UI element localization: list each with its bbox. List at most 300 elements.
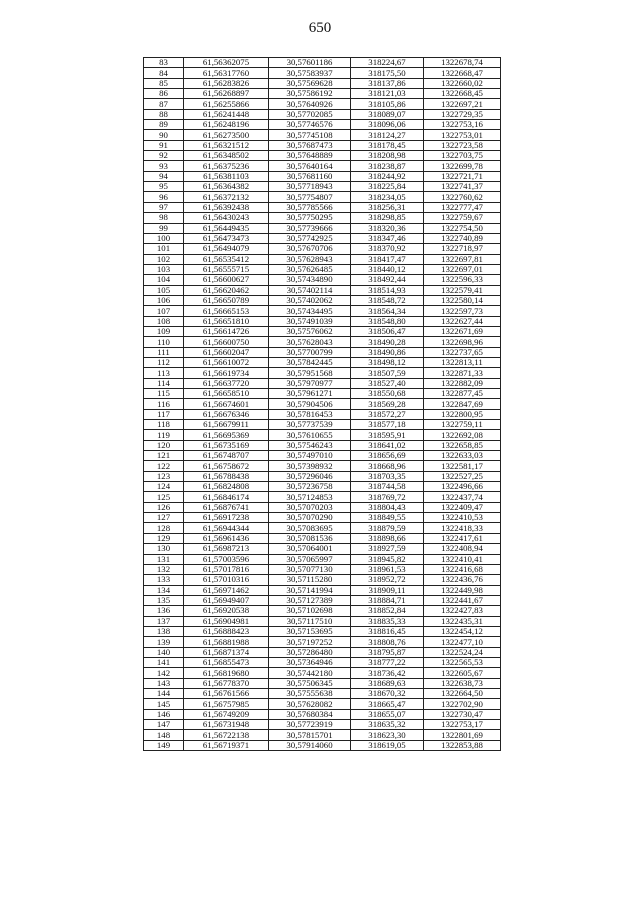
table-row bbox=[144, 78, 501, 88]
x-coordinate-cell: 318879,59 bbox=[351, 523, 424, 533]
y-coordinate-cell: 1322740,89 bbox=[424, 233, 501, 243]
table-row bbox=[144, 730, 501, 740]
y-coordinate-cell: 1322853,88 bbox=[424, 740, 501, 750]
longitude-cell: 30,57742925 bbox=[269, 233, 351, 243]
table-row bbox=[144, 513, 501, 523]
table-row bbox=[144, 120, 501, 130]
y-coordinate-cell: 1322721,71 bbox=[424, 171, 501, 181]
x-coordinate-cell: 318655,07 bbox=[351, 709, 424, 719]
y-coordinate-cell: 1322759,67 bbox=[424, 213, 501, 223]
y-coordinate-cell: 1322668,47 bbox=[424, 68, 501, 78]
x-coordinate-cell: 318572,27 bbox=[351, 409, 424, 419]
point-number-cell: 109 bbox=[144, 326, 184, 336]
point-number-cell: 118 bbox=[144, 420, 184, 430]
point-number-cell: 112 bbox=[144, 357, 184, 367]
y-coordinate-cell: 1322698,96 bbox=[424, 337, 501, 347]
latitude-cell: 61,56876741 bbox=[184, 502, 269, 512]
longitude-cell: 30,57398932 bbox=[269, 461, 351, 471]
latitude-cell: 61,56855473 bbox=[184, 657, 269, 667]
point-number-cell: 94 bbox=[144, 171, 184, 181]
x-coordinate-cell: 318736,42 bbox=[351, 668, 424, 678]
latitude-cell: 61,56881988 bbox=[184, 637, 269, 647]
y-coordinate-cell: 1322660,02 bbox=[424, 78, 501, 88]
point-number-cell: 90 bbox=[144, 130, 184, 140]
point-number-cell: 111 bbox=[144, 347, 184, 357]
latitude-cell: 61,56364382 bbox=[184, 182, 269, 192]
latitude-cell: 61,56758672 bbox=[184, 461, 269, 471]
point-number-cell: 107 bbox=[144, 306, 184, 316]
latitude-cell: 61,57017816 bbox=[184, 564, 269, 574]
x-coordinate-cell: 318898,66 bbox=[351, 533, 424, 543]
longitude-cell: 30,57583937 bbox=[269, 68, 351, 78]
point-number-cell: 122 bbox=[144, 461, 184, 471]
x-coordinate-cell: 318498,12 bbox=[351, 357, 424, 367]
y-coordinate-cell: 1322565,53 bbox=[424, 657, 501, 667]
y-coordinate-cell: 1322800,95 bbox=[424, 409, 501, 419]
longitude-cell: 30,57070290 bbox=[269, 513, 351, 523]
longitude-cell: 30,57680384 bbox=[269, 709, 351, 719]
latitude-cell: 61,56971462 bbox=[184, 585, 269, 595]
y-coordinate-cell: 1322813,11 bbox=[424, 357, 501, 367]
y-coordinate-cell: 1322658,85 bbox=[424, 440, 501, 450]
latitude-cell: 61,56748707 bbox=[184, 451, 269, 461]
point-number-cell: 120 bbox=[144, 440, 184, 450]
longitude-cell: 30,57914060 bbox=[269, 740, 351, 750]
x-coordinate-cell: 318178,45 bbox=[351, 140, 424, 150]
point-number-cell: 121 bbox=[144, 451, 184, 461]
point-number-cell: 116 bbox=[144, 399, 184, 409]
y-coordinate-cell: 1322427,83 bbox=[424, 606, 501, 616]
y-coordinate-cell: 1322409,47 bbox=[424, 502, 501, 512]
point-number-cell: 119 bbox=[144, 430, 184, 440]
table-row bbox=[144, 89, 501, 99]
latitude-cell: 61,56255866 bbox=[184, 99, 269, 109]
latitude-cell: 61,56665153 bbox=[184, 306, 269, 316]
x-coordinate-cell: 318909,11 bbox=[351, 585, 424, 595]
y-coordinate-cell: 1322527,25 bbox=[424, 471, 501, 481]
x-coordinate-cell: 318564,34 bbox=[351, 306, 424, 316]
x-coordinate-cell: 318096,06 bbox=[351, 120, 424, 130]
x-coordinate-cell: 318440,12 bbox=[351, 264, 424, 274]
longitude-cell: 30,57687473 bbox=[269, 140, 351, 150]
longitude-cell: 30,57141994 bbox=[269, 585, 351, 595]
x-coordinate-cell: 318137,86 bbox=[351, 78, 424, 88]
x-coordinate-cell: 318121,03 bbox=[351, 89, 424, 99]
latitude-cell: 61,56846174 bbox=[184, 492, 269, 502]
point-number-cell: 129 bbox=[144, 533, 184, 543]
table-row bbox=[144, 595, 501, 605]
point-number-cell: 103 bbox=[144, 264, 184, 274]
latitude-cell: 61,56679911 bbox=[184, 420, 269, 430]
point-number-cell: 134 bbox=[144, 585, 184, 595]
x-coordinate-cell: 318417,47 bbox=[351, 254, 424, 264]
table-row bbox=[144, 151, 501, 161]
y-coordinate-cell: 1322699,78 bbox=[424, 161, 501, 171]
y-coordinate-cell: 1322737,65 bbox=[424, 347, 501, 357]
y-coordinate-cell: 1322436,76 bbox=[424, 575, 501, 585]
table-row bbox=[144, 709, 501, 719]
table-row bbox=[144, 502, 501, 512]
latitude-cell: 61,57003596 bbox=[184, 554, 269, 564]
longitude-cell: 30,57434890 bbox=[269, 275, 351, 285]
table-row bbox=[144, 720, 501, 730]
table-row bbox=[144, 699, 501, 709]
table-row bbox=[144, 420, 501, 430]
longitude-cell: 30,57434495 bbox=[269, 306, 351, 316]
longitude-cell: 30,57102698 bbox=[269, 606, 351, 616]
latitude-cell: 61,56917238 bbox=[184, 513, 269, 523]
y-coordinate-cell: 1322718,97 bbox=[424, 244, 501, 254]
x-coordinate-cell: 318769,72 bbox=[351, 492, 424, 502]
y-coordinate-cell: 1322877,45 bbox=[424, 389, 501, 399]
y-coordinate-cell: 1322753,01 bbox=[424, 130, 501, 140]
longitude-cell: 30,57117510 bbox=[269, 616, 351, 626]
y-coordinate-cell: 1322638,73 bbox=[424, 678, 501, 688]
y-coordinate-cell: 1322627,44 bbox=[424, 316, 501, 326]
table-row bbox=[144, 337, 501, 347]
x-coordinate-cell: 318507,59 bbox=[351, 368, 424, 378]
y-coordinate-cell: 1322410,41 bbox=[424, 554, 501, 564]
x-coordinate-cell: 318804,43 bbox=[351, 502, 424, 512]
y-coordinate-cell: 1322579,41 bbox=[424, 285, 501, 295]
point-number-cell: 97 bbox=[144, 202, 184, 212]
x-coordinate-cell: 318370,92 bbox=[351, 244, 424, 254]
longitude-cell: 30,57754807 bbox=[269, 192, 351, 202]
point-number-cell: 84 bbox=[144, 68, 184, 78]
y-coordinate-cell: 1322759,11 bbox=[424, 420, 501, 430]
table-row bbox=[144, 326, 501, 336]
point-number-cell: 87 bbox=[144, 99, 184, 109]
y-coordinate-cell: 1322671,69 bbox=[424, 326, 501, 336]
latitude-cell: 61,56651810 bbox=[184, 316, 269, 326]
x-coordinate-cell: 318548,72 bbox=[351, 295, 424, 305]
table-row bbox=[144, 430, 501, 440]
table-row bbox=[144, 140, 501, 150]
table-row bbox=[144, 657, 501, 667]
y-coordinate-cell: 1322435,31 bbox=[424, 616, 501, 626]
x-coordinate-cell: 318777,22 bbox=[351, 657, 424, 667]
table-row bbox=[144, 264, 501, 274]
point-number-cell: 113 bbox=[144, 368, 184, 378]
y-coordinate-cell: 1322741,37 bbox=[424, 182, 501, 192]
page-number: 650 bbox=[308, 20, 332, 36]
latitude-cell: 61,56944344 bbox=[184, 523, 269, 533]
y-coordinate-cell: 1322753,17 bbox=[424, 720, 501, 730]
x-coordinate-cell: 318124,27 bbox=[351, 130, 424, 140]
point-number-cell: 108 bbox=[144, 316, 184, 326]
point-number-cell: 127 bbox=[144, 513, 184, 523]
longitude-cell: 30,57286480 bbox=[269, 647, 351, 657]
longitude-cell: 30,57842445 bbox=[269, 357, 351, 367]
latitude-cell: 61,56600627 bbox=[184, 275, 269, 285]
table-row bbox=[144, 626, 501, 636]
longitude-cell: 30,57750295 bbox=[269, 213, 351, 223]
x-coordinate-cell: 318623,30 bbox=[351, 730, 424, 740]
x-coordinate-cell: 318298,85 bbox=[351, 213, 424, 223]
longitude-cell: 30,57124853 bbox=[269, 492, 351, 502]
y-coordinate-cell: 1322882,09 bbox=[424, 378, 501, 388]
longitude-cell: 30,57064001 bbox=[269, 544, 351, 554]
point-number-cell: 88 bbox=[144, 109, 184, 119]
x-coordinate-cell: 318225,84 bbox=[351, 182, 424, 192]
y-coordinate-cell: 1322871,33 bbox=[424, 368, 501, 378]
y-coordinate-cell: 1322692,08 bbox=[424, 430, 501, 440]
point-number-cell: 132 bbox=[144, 564, 184, 574]
point-number-cell: 137 bbox=[144, 616, 184, 626]
longitude-cell: 30,57586192 bbox=[269, 89, 351, 99]
longitude-cell: 30,57640926 bbox=[269, 99, 351, 109]
x-coordinate-cell: 318577,18 bbox=[351, 420, 424, 430]
latitude-cell: 61,56248196 bbox=[184, 120, 269, 130]
longitude-cell: 30,57601186 bbox=[269, 58, 351, 68]
table-row bbox=[144, 585, 501, 595]
table-row bbox=[144, 523, 501, 533]
longitude-cell: 30,57569628 bbox=[269, 78, 351, 88]
x-coordinate-cell: 318670,32 bbox=[351, 688, 424, 698]
y-coordinate-cell: 1322477,10 bbox=[424, 637, 501, 647]
longitude-cell: 30,57546243 bbox=[269, 440, 351, 450]
table-row bbox=[144, 182, 501, 192]
x-coordinate-cell: 318548,80 bbox=[351, 316, 424, 326]
latitude-cell: 61,56871374 bbox=[184, 647, 269, 657]
table-row bbox=[144, 564, 501, 574]
longitude-cell: 30,57815701 bbox=[269, 730, 351, 740]
point-number-cell: 142 bbox=[144, 668, 184, 678]
point-number-cell: 85 bbox=[144, 78, 184, 88]
x-coordinate-cell: 318089,07 bbox=[351, 109, 424, 119]
y-coordinate-cell: 1322777,47 bbox=[424, 202, 501, 212]
table-row bbox=[144, 285, 501, 295]
longitude-cell: 30,57497010 bbox=[269, 451, 351, 461]
longitude-cell: 30,57785566 bbox=[269, 202, 351, 212]
latitude-cell: 61,56317760 bbox=[184, 68, 269, 78]
longitude-cell: 30,57723919 bbox=[269, 720, 351, 730]
x-coordinate-cell: 318952,72 bbox=[351, 575, 424, 585]
table-row bbox=[144, 409, 501, 419]
longitude-cell: 30,57083695 bbox=[269, 523, 351, 533]
latitude-cell: 61,56788438 bbox=[184, 471, 269, 481]
longitude-cell: 30,57628943 bbox=[269, 254, 351, 264]
y-coordinate-cell: 1322678,74 bbox=[424, 58, 501, 68]
latitude-cell: 61,56392438 bbox=[184, 202, 269, 212]
latitude-cell: 61,56731948 bbox=[184, 720, 269, 730]
point-number-cell: 124 bbox=[144, 482, 184, 492]
table-row bbox=[144, 606, 501, 616]
x-coordinate-cell: 318175,50 bbox=[351, 68, 424, 78]
x-coordinate-cell: 318945,82 bbox=[351, 554, 424, 564]
latitude-cell: 61,56381103 bbox=[184, 171, 269, 181]
table-row bbox=[144, 482, 501, 492]
x-coordinate-cell: 318849,55 bbox=[351, 513, 424, 523]
table-row bbox=[144, 202, 501, 212]
point-number-cell: 123 bbox=[144, 471, 184, 481]
latitude-cell: 61,56619734 bbox=[184, 368, 269, 378]
longitude-cell: 30,57115280 bbox=[269, 575, 351, 585]
x-coordinate-cell: 318490,86 bbox=[351, 347, 424, 357]
table-row bbox=[144, 451, 501, 461]
point-number-cell: 136 bbox=[144, 606, 184, 616]
y-coordinate-cell: 1322417,61 bbox=[424, 533, 501, 543]
latitude-cell: 61,56600750 bbox=[184, 337, 269, 347]
table-row bbox=[144, 213, 501, 223]
y-coordinate-cell: 1322581,17 bbox=[424, 461, 501, 471]
point-number-cell: 128 bbox=[144, 523, 184, 533]
point-number-cell: 89 bbox=[144, 120, 184, 130]
latitude-cell: 61,56348502 bbox=[184, 151, 269, 161]
x-coordinate-cell: 318550,68 bbox=[351, 389, 424, 399]
x-coordinate-cell: 318105,86 bbox=[351, 99, 424, 109]
latitude-cell: 61,56473473 bbox=[184, 233, 269, 243]
point-number-cell: 126 bbox=[144, 502, 184, 512]
table-row bbox=[144, 637, 501, 647]
longitude-cell: 30,57070203 bbox=[269, 502, 351, 512]
point-number-cell: 141 bbox=[144, 657, 184, 667]
longitude-cell: 30,57081536 bbox=[269, 533, 351, 543]
x-coordinate-cell: 318689,63 bbox=[351, 678, 424, 688]
point-number-cell: 98 bbox=[144, 213, 184, 223]
point-number-cell: 138 bbox=[144, 626, 184, 636]
longitude-cell: 30,57628082 bbox=[269, 699, 351, 709]
table-row bbox=[144, 471, 501, 481]
point-number-cell: 114 bbox=[144, 378, 184, 388]
coordinates-table-body bbox=[144, 58, 501, 751]
latitude-cell: 61,56676346 bbox=[184, 409, 269, 419]
table-row bbox=[144, 357, 501, 367]
latitude-cell: 61,56888423 bbox=[184, 626, 269, 636]
y-coordinate-cell: 1322753,16 bbox=[424, 120, 501, 130]
y-coordinate-cell: 1322418,33 bbox=[424, 523, 501, 533]
latitude-cell: 61,56268897 bbox=[184, 89, 269, 99]
table-row bbox=[144, 440, 501, 450]
longitude-cell: 30,57904506 bbox=[269, 399, 351, 409]
x-coordinate-cell: 318224,67 bbox=[351, 58, 424, 68]
latitude-cell: 61,56987213 bbox=[184, 544, 269, 554]
x-coordinate-cell: 318619,05 bbox=[351, 740, 424, 750]
longitude-cell: 30,57236758 bbox=[269, 482, 351, 492]
table-row bbox=[144, 678, 501, 688]
latitude-cell: 61,56819680 bbox=[184, 668, 269, 678]
point-number-cell: 148 bbox=[144, 730, 184, 740]
table-row bbox=[144, 275, 501, 285]
y-coordinate-cell: 1322605,67 bbox=[424, 668, 501, 678]
x-coordinate-cell: 318808,76 bbox=[351, 637, 424, 647]
point-number-cell: 92 bbox=[144, 151, 184, 161]
longitude-cell: 30,57648889 bbox=[269, 151, 351, 161]
point-number-cell: 115 bbox=[144, 389, 184, 399]
coordinates-table bbox=[143, 57, 501, 751]
y-coordinate-cell: 1322697,21 bbox=[424, 99, 501, 109]
y-coordinate-cell: 1322697,01 bbox=[424, 264, 501, 274]
table-row bbox=[144, 109, 501, 119]
latitude-cell: 61,56761566 bbox=[184, 688, 269, 698]
table-row bbox=[144, 192, 501, 202]
longitude-cell: 30,57670706 bbox=[269, 244, 351, 254]
y-coordinate-cell: 1322801,69 bbox=[424, 730, 501, 740]
latitude-cell: 61,56610072 bbox=[184, 357, 269, 367]
latitude-cell: 61,56722138 bbox=[184, 730, 269, 740]
x-coordinate-cell: 318514,93 bbox=[351, 285, 424, 295]
x-coordinate-cell: 318527,40 bbox=[351, 378, 424, 388]
latitude-cell: 61,56778370 bbox=[184, 678, 269, 688]
point-number-cell: 102 bbox=[144, 254, 184, 264]
table-row bbox=[144, 171, 501, 181]
x-coordinate-cell: 318492,44 bbox=[351, 275, 424, 285]
point-number-cell: 95 bbox=[144, 182, 184, 192]
y-coordinate-cell: 1322437,74 bbox=[424, 492, 501, 502]
longitude-cell: 30,57296046 bbox=[269, 471, 351, 481]
table-row bbox=[144, 461, 501, 471]
latitude-cell: 61,56904981 bbox=[184, 616, 269, 626]
latitude-cell: 61,56535412 bbox=[184, 254, 269, 264]
longitude-cell: 30,57951568 bbox=[269, 368, 351, 378]
x-coordinate-cell: 318569,28 bbox=[351, 399, 424, 409]
longitude-cell: 30,57628043 bbox=[269, 337, 351, 347]
table-row bbox=[144, 492, 501, 502]
latitude-cell: 61,56824808 bbox=[184, 482, 269, 492]
table-row bbox=[144, 244, 501, 254]
latitude-cell: 61,56757985 bbox=[184, 699, 269, 709]
table-row bbox=[144, 68, 501, 78]
latitude-cell: 61,56372132 bbox=[184, 192, 269, 202]
x-coordinate-cell: 318347,46 bbox=[351, 233, 424, 243]
latitude-cell: 61,56362075 bbox=[184, 58, 269, 68]
latitude-cell: 61,56650789 bbox=[184, 295, 269, 305]
y-coordinate-cell: 1322847,69 bbox=[424, 399, 501, 409]
y-coordinate-cell: 1322723,58 bbox=[424, 140, 501, 150]
x-coordinate-cell: 318852,84 bbox=[351, 606, 424, 616]
table-row bbox=[144, 668, 501, 678]
y-coordinate-cell: 1322449,98 bbox=[424, 585, 501, 595]
x-coordinate-cell: 318490,28 bbox=[351, 337, 424, 347]
y-coordinate-cell: 1322410,53 bbox=[424, 513, 501, 523]
longitude-cell: 30,57640164 bbox=[269, 161, 351, 171]
x-coordinate-cell: 318641,02 bbox=[351, 440, 424, 450]
x-coordinate-cell: 318234,05 bbox=[351, 192, 424, 202]
longitude-cell: 30,57737539 bbox=[269, 420, 351, 430]
latitude-cell: 61,56283826 bbox=[184, 78, 269, 88]
x-coordinate-cell: 318244,92 bbox=[351, 171, 424, 181]
longitude-cell: 30,57491039 bbox=[269, 316, 351, 326]
table-row bbox=[144, 616, 501, 626]
x-coordinate-cell: 318816,45 bbox=[351, 626, 424, 636]
x-coordinate-cell: 318795,87 bbox=[351, 647, 424, 657]
point-number-cell: 86 bbox=[144, 89, 184, 99]
x-coordinate-cell: 318884,71 bbox=[351, 595, 424, 605]
point-number-cell: 105 bbox=[144, 285, 184, 295]
latitude-cell: 61,56695369 bbox=[184, 430, 269, 440]
y-coordinate-cell: 1322580,14 bbox=[424, 295, 501, 305]
point-number-cell: 149 bbox=[144, 740, 184, 750]
point-number-cell: 133 bbox=[144, 575, 184, 585]
latitude-cell: 61,56614726 bbox=[184, 326, 269, 336]
point-number-cell: 117 bbox=[144, 409, 184, 419]
point-number-cell: 131 bbox=[144, 554, 184, 564]
latitude-cell: 61,56920538 bbox=[184, 606, 269, 616]
longitude-cell: 30,57555638 bbox=[269, 688, 351, 698]
x-coordinate-cell: 318668,96 bbox=[351, 461, 424, 471]
table-row bbox=[144, 223, 501, 233]
y-coordinate-cell: 1322760,62 bbox=[424, 192, 501, 202]
latitude-cell: 61,56949407 bbox=[184, 595, 269, 605]
y-coordinate-cell: 1322729,35 bbox=[424, 109, 501, 119]
y-coordinate-cell: 1322408,94 bbox=[424, 544, 501, 554]
table-row bbox=[144, 347, 501, 357]
latitude-cell: 61,56637720 bbox=[184, 378, 269, 388]
latitude-cell: 61,56620462 bbox=[184, 285, 269, 295]
point-number-cell: 139 bbox=[144, 637, 184, 647]
longitude-cell: 30,57402114 bbox=[269, 285, 351, 295]
latitude-cell: 61,56555715 bbox=[184, 264, 269, 274]
